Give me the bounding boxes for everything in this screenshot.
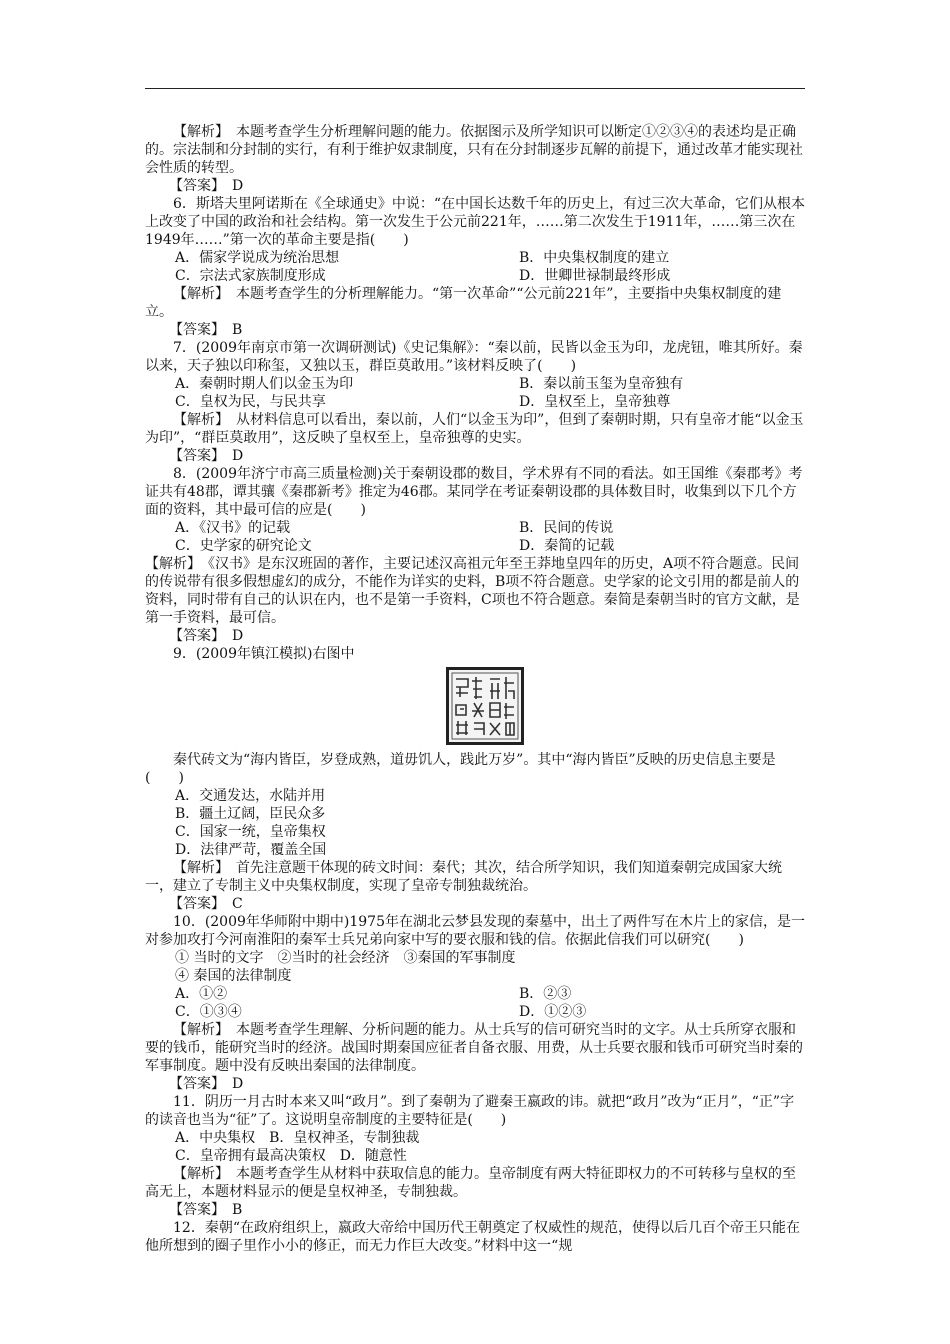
question-10: 10．(2009年华师附中期中)1975年在湖北云梦县发现的秦墓中，出土了两件写在木片上的家信，是一对参加攻打今河南淮阳的秦军士兵兄弟向家中写的要衣服和钱的信。依据此信我们可以研究( ) — [145, 914, 805, 948]
analysis-paragraph: 【解析】 本题考查学生的分析理解能力。“第一次革命”“公元前221年”，主要指中央集权制度的建立。 — [145, 286, 782, 320]
header-rule — [145, 88, 805, 89]
option-a: A．儒家学说成为统治思想 — [175, 250, 340, 266]
analysis-paragraph: 【解析】 本题考查学生从材料中获取信息的能力。皇帝制度有两大特征即权力的不可转移与皇权的至高无上，本题材料显示的便是皇权神圣，专制独裁。 — [145, 1166, 796, 1200]
question-6: 6．斯塔夫里阿诺斯在《全球通史》中说：“在中国长达数千年的历史上，有过三次大革命，它们从根本上改变了中国的政治和社会结构。第一次发生于公元前221年，……第二次发生于1911年，……第三次在1949年……”第一次的革命主要是指( ) — [145, 196, 806, 248]
question-12: 12．秦朝“在政府组织上，嬴政大帝给中国历代王朝奠定了权威性的规范，使得以后几百个帝王只能在他所想到的圈子里作小小的修正，而无力作巨大改变。”材料中这一“规 — [145, 1220, 800, 1254]
question-8: 8．(2009年济宁市高三质量检测)关于秦朝设郡的数目，学术界有不同的看法。如王国维《秦郡考》考证共有48郡，谭其骧《秦郡新考》推定为46郡。某同学在考证秦朝设郡的具体数目时，收集到以下几个方面的资料，其中最可信的应是( ) — [145, 466, 803, 518]
option-b: B．②③ — [519, 986, 572, 1002]
options-ab: A．中央集权 B．皇权神圣，专制独裁 — [175, 1130, 420, 1146]
question-9-body: 秦代砖文为“海内皆臣，岁登成熟，道毋饥人，践此万岁”。其中“海内皆臣”反映的历史信息主要是( ) — [145, 752, 776, 786]
statement-list: ④ 秦国的法律制度 — [175, 968, 292, 984]
analysis-paragraph: 【解析】 首先注意题干体现的砖文时间：秦代；其次，结合所学知识，我们知道秦朝完成国家大统一，建立了专制主义中央集权制度，实现了皇帝专制独裁统治。 — [145, 860, 782, 894]
options-row — [145, 519, 807, 537]
option-b: B．疆土辽阔，臣民众多 — [175, 806, 326, 822]
analysis-paragraph: 【解析】 本题考查学生分析理解问题的能力。依据图示及所学知识可以断定①②③④的表述均是正确的。宗法制和分封制的实行，有利于维护奴隶制度，只有在分封制逐步瓦解的前提下，通过改革才能实现社会性质的转型。 — [145, 124, 803, 176]
option-d: D．①②③ — [519, 1004, 587, 1020]
options-cd: C．皇帝拥有最高决策权 D．随意性 — [175, 1148, 407, 1164]
answer-line: 【答案】 C — [169, 896, 243, 912]
analysis-paragraph: 【解析】 从材料信息可以看出，秦以前，人们“以金玉为印”，但到了秦朝时期，只有皇帝才能“以金玉为印”，“群臣莫敢用”，这反映了皇权至上，皇帝独尊的史实。 — [145, 412, 804, 446]
answer-line: 【答案】 B — [169, 322, 243, 338]
option-b: B．秦以前玉玺为皇帝独有 — [519, 376, 684, 392]
options-row — [145, 393, 807, 411]
option-c: C．①③④ — [175, 1004, 242, 1020]
figure-area — [145, 663, 807, 751]
option-d: D．世卿世禄制最终形成 — [519, 268, 671, 284]
option-a: A．交通发达，水陆并用 — [175, 788, 326, 804]
option-d: D．秦简的记载 — [519, 538, 615, 554]
options-row — [145, 249, 807, 267]
question-7: 7．(2009年南京市第一次调研测试)《史记集解》：“秦以前，民皆以金玉为印，龙虎钮，唯其所好。秦以来，天子独以印称玺，又独以玉，群臣莫敢用。”该材料反映了( ) — [145, 340, 803, 374]
answer-line: 【答案】 D — [169, 1076, 244, 1092]
answer-line: 【答案】 D — [169, 448, 244, 464]
analysis-paragraph: 【解析】 《汉书》是东汉班固的著作，主要记述汉高祖元年至王莽地皇四年的历史，A项不符合题意。民间的传说带有很多假想虚幻的成分，不能作为详实的史料，B项不符合题意。史学家的论文引用的都是前人的资料，同时带有自己的认识在内，也不是第一手资料，C项也不符合题意。秦简是秦朝当时的官方文献，是第一手资料，最可信。 — [145, 556, 800, 626]
answer-line: 【答案】 D — [169, 178, 244, 194]
options-row — [145, 375, 807, 393]
options-row — [145, 267, 807, 285]
options-row — [145, 537, 807, 555]
document-body — [145, 123, 807, 1255]
option-d: D．皇权至上，皇帝独尊 — [519, 394, 671, 410]
option-c: C．宗法式家族制度形成 — [175, 268, 326, 284]
option-a: A．秦朝时期人们以金玉为印 — [175, 376, 354, 392]
option-c: C．史学家的研究论文 — [175, 538, 312, 554]
statement-list: ① 当时的文字 ②当时的社会经济 ③秦国的军事制度 — [175, 950, 516, 966]
option-c: C．皇权为民，与民共享 — [175, 394, 326, 410]
options-row — [145, 1003, 807, 1021]
option-c: C．国家一统，皇帝集权 — [175, 824, 326, 840]
question-11: 11．阴历一月古时本来又叫“政月”。到了秦朝为了避秦王嬴政的讳。就把“政月”改为“正月”，“正”字的读音也当为“征”了。这说明皇帝制度的主要特征是( ) — [145, 1094, 795, 1128]
option-a: A．《汉书》的记载 — [175, 520, 291, 536]
answer-line: 【答案】 B — [169, 1202, 243, 1218]
question-9: 9．(2009年镇江模拟)右图中 — [173, 646, 355, 662]
option-b: B．民间的传说 — [519, 520, 614, 536]
analysis-paragraph: 【解析】 本题考查学生理解、分析问题的能力。从士兵写的信可研究当时的文字。从士兵所穿衣服和要的钱币，能研究当时的经济。战国时期秦国应征者自备衣服、用费，从士兵要衣服和钱币可研究当时秦的军事制度。题中没有反映出秦国的法律制度。 — [145, 1022, 803, 1074]
option-d: D．法律严苛，覆盖全国 — [175, 842, 327, 858]
answer-line: 【答案】 D — [169, 628, 244, 644]
brick-inscription-image — [446, 667, 524, 745]
options-row — [145, 985, 807, 1003]
option-a: A．①② — [175, 986, 228, 1002]
option-b: B．中央集权制度的建立 — [519, 250, 670, 266]
